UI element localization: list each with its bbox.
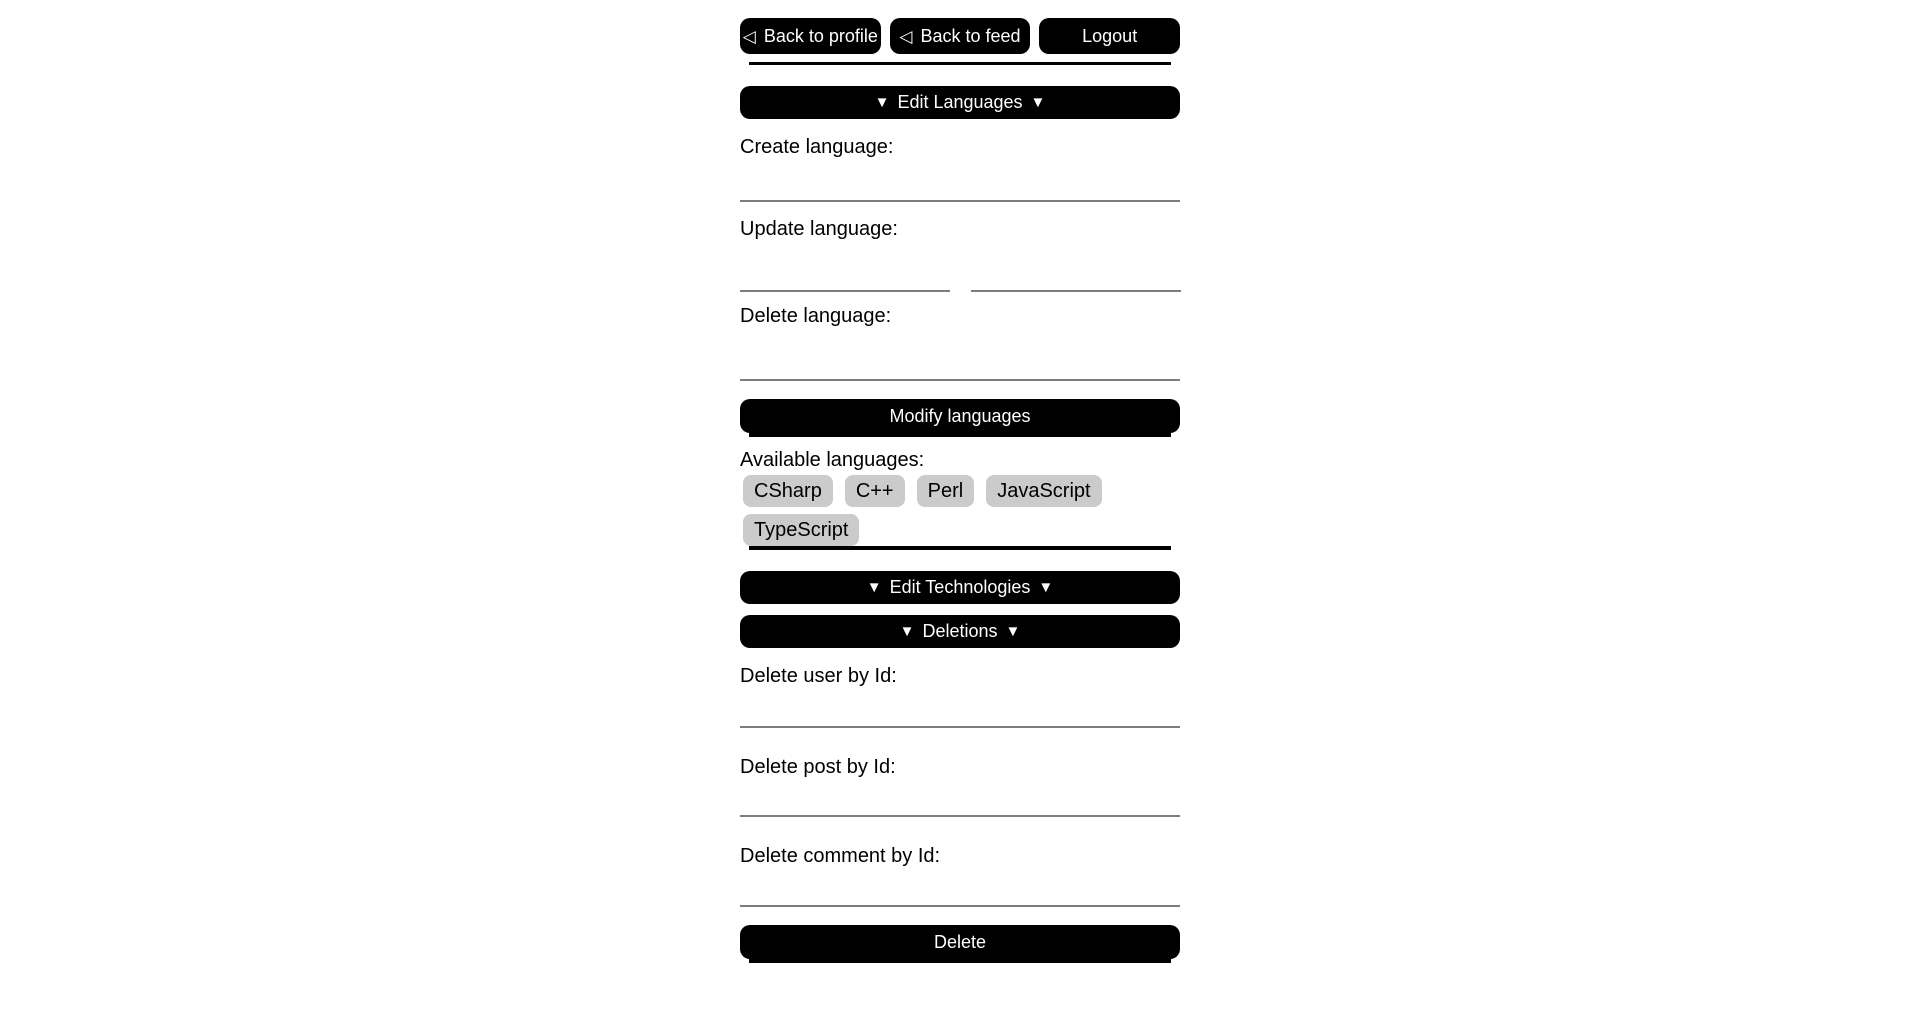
language-tag: JavaScript — [986, 475, 1101, 507]
available-languages-list — [743, 475, 1177, 546]
delete-button[interactable] — [740, 925, 1180, 959]
update-language-new-input[interactable] — [971, 259, 1181, 292]
update-language-row — [740, 259, 1180, 292]
modify-languages-button[interactable] — [740, 399, 1180, 433]
caret-down-icon: ▼ — [1030, 94, 1046, 111]
back-triangle-icon: ◁ — [742, 26, 756, 46]
delete-post-input[interactable] — [740, 784, 1180, 817]
edit-technologies-label: Edit Technologies — [889, 577, 1031, 597]
delete-user-label: Delete user by Id: — [740, 665, 897, 687]
nav-divider — [749, 62, 1171, 65]
section-divider — [749, 959, 1171, 963]
edit-languages-label: Edit Languages — [897, 92, 1023, 112]
admin-panel — [740, 0, 1180, 963]
delete-user-input[interactable] — [740, 695, 1180, 728]
delete-button-label: Delete — [933, 931, 987, 952]
available-languages-label: Available languages: — [740, 449, 925, 471]
deletions-toggle[interactable] — [740, 615, 1180, 648]
back-to-profile-label: Back to profile — [763, 25, 878, 46]
logout-button[interactable] — [1039, 18, 1180, 54]
language-tag: Perl — [917, 475, 975, 507]
back-to-profile-button[interactable] — [740, 18, 881, 54]
caret-down-icon: ▼ — [1038, 579, 1054, 596]
back-triangle-icon: ◁ — [899, 26, 913, 46]
caret-down-icon: ▼ — [866, 579, 882, 596]
delete-language-input[interactable] — [740, 348, 1180, 381]
section-divider — [749, 546, 1171, 550]
caret-down-icon: ▼ — [874, 94, 890, 111]
create-language-label: Create language: — [740, 136, 894, 158]
edit-technologies-toggle[interactable] — [740, 571, 1180, 604]
back-to-feed-button[interactable] — [890, 18, 1031, 54]
update-language-old-input[interactable] — [740, 259, 950, 292]
delete-post-label: Delete post by Id: — [740, 756, 896, 778]
language-tag: CSharp — [743, 475, 833, 507]
delete-comment-input[interactable] — [740, 874, 1180, 907]
update-language-label: Update language: — [740, 218, 898, 240]
caret-down-icon: ▼ — [1005, 623, 1021, 640]
top-nav — [740, 18, 1180, 54]
modify-languages-label: Modify languages — [889, 405, 1031, 426]
language-tag: C++ — [845, 475, 905, 507]
delete-comment-label: Delete comment by Id: — [740, 845, 941, 867]
language-tag: TypeScript — [743, 514, 859, 546]
section-divider — [749, 433, 1171, 437]
logout-label: Logout — [1082, 25, 1138, 46]
create-language-input[interactable] — [740, 169, 1180, 202]
delete-language-label: Delete language: — [740, 305, 892, 327]
deletions-label: Deletions — [922, 621, 998, 641]
caret-down-icon: ▼ — [899, 623, 915, 640]
back-to-feed-label: Back to feed — [920, 25, 1021, 46]
edit-languages-toggle[interactable] — [740, 86, 1180, 119]
